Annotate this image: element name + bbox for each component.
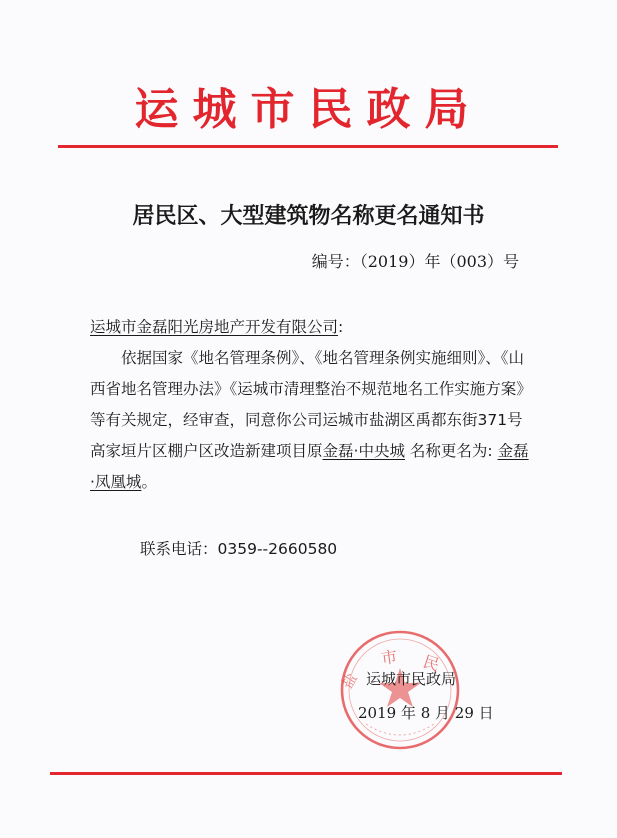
paragraph-text-part1: 依据国家《地名管理条例》、《地名管理条例实施细则》、《山西省地名管理办法》《运城市清理整治不规范地名工作实施方案》等有关规定，经审查，同意你公司运城市盐湖区禹都东街371号高家垣片区棚户区改造新建项目原 [90,349,525,460]
document-title: 居民区、大型建筑物名称更名通知书 [132,203,485,229]
notice-paragraph [90,343,530,498]
old-name: 金磊·中央城 [322,442,405,460]
issue-date: 2019 年 8 月 29 日 [358,704,494,722]
document-body [90,312,530,498]
agency-header: 运城市民政局 [134,84,483,135]
new-name: 金磊·凤凰城 [90,442,529,491]
header-rule [58,145,558,148]
addressee-suffix: : [338,318,344,336]
issuing-authority: 运城市民政局 [366,670,457,688]
seal-char-3: 盐 [338,669,361,692]
seal-bottom-band [366,724,434,735]
official-seal [338,628,462,752]
document-number: 编号：（2019）年（003）号 [311,252,519,271]
paragraph-text-part2: 名称更名为: [409,442,493,460]
addressee-line [90,312,530,343]
addressee: 运城市金磊阳光房地产开发有限公司 [90,318,339,336]
seal-char-2: 民 [420,651,442,675]
footer-rule [50,772,562,775]
contact-phone: 联系电话：0359--2660580 [140,540,338,558]
seal-char-1: 市 [379,646,399,668]
paragraph-end: 。 [141,473,157,491]
